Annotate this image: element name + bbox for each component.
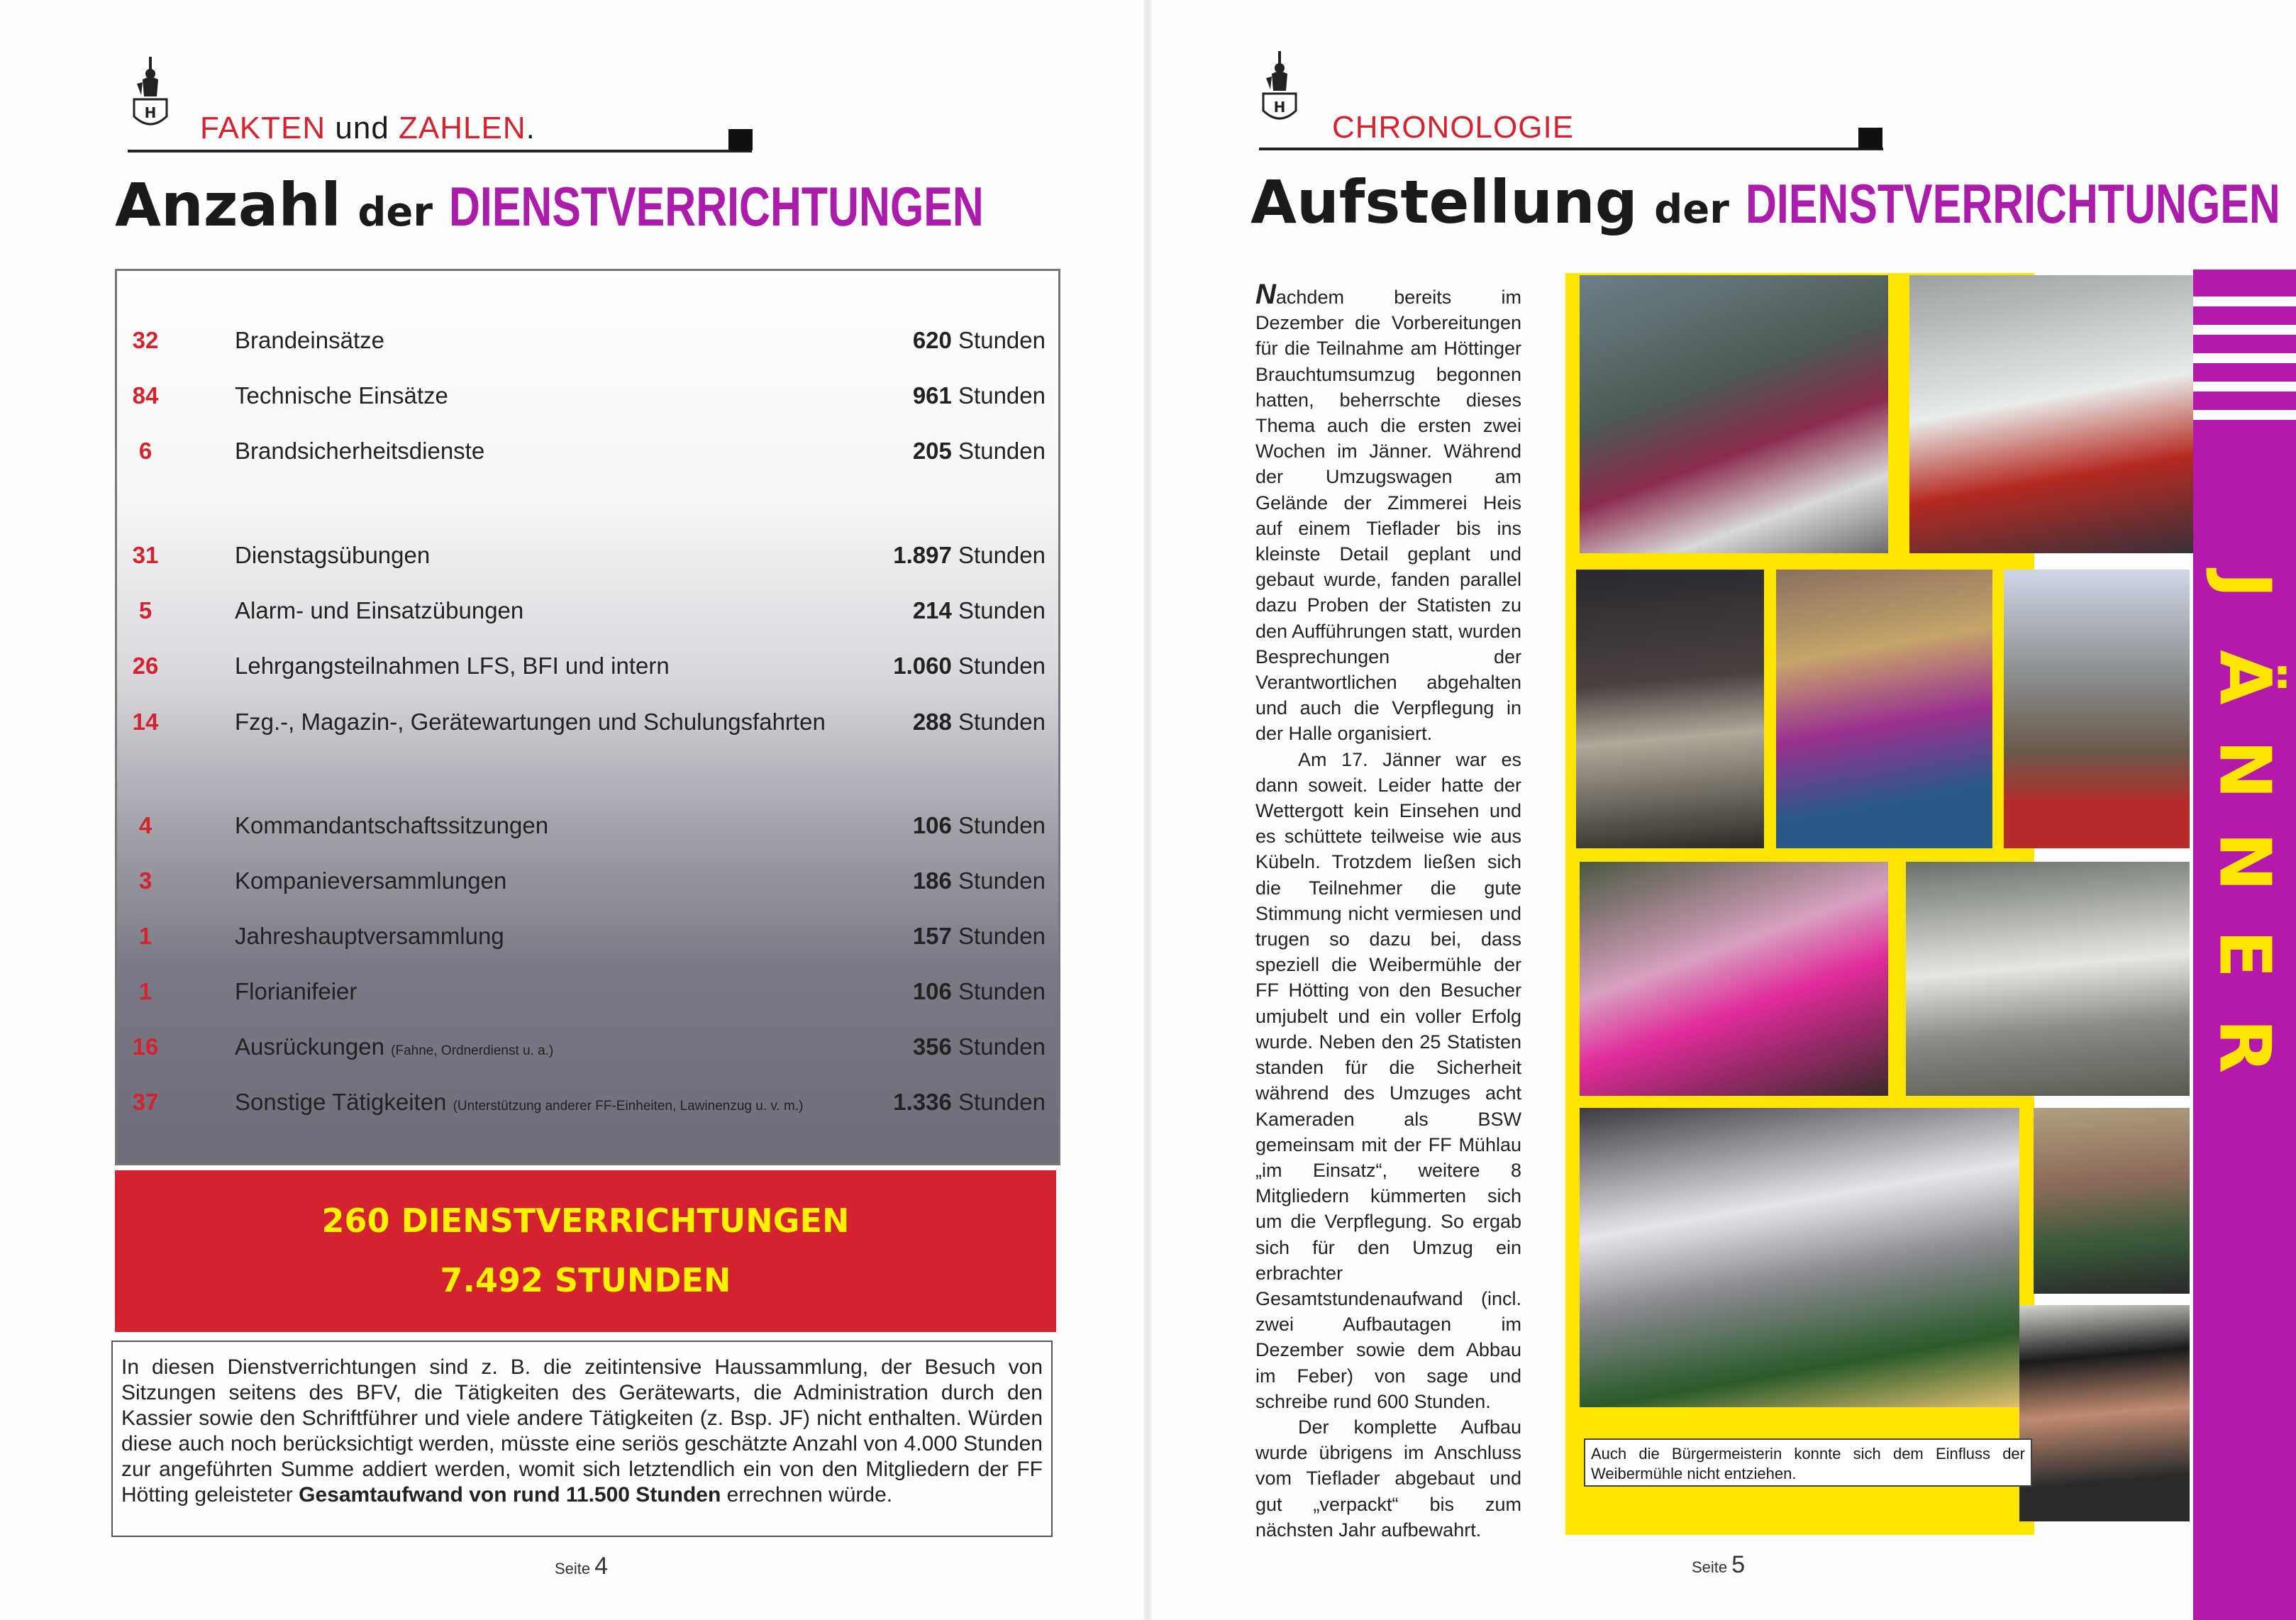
month-letter: E: [2203, 929, 2287, 979]
photo-hat-man: [2034, 1108, 2190, 1294]
row-count: 1: [138, 978, 152, 1004]
row-label-text: Brandsicherheitsdienste: [235, 438, 485, 464]
row-label-text: Sonstige Tätigkeiten: [235, 1089, 447, 1115]
month-letter: R: [2203, 1019, 2287, 1074]
photo-pink-boa: [1580, 862, 1888, 1096]
row-label-text: Technische Einsätze: [235, 382, 448, 409]
article-paragraph: Am 17. Jänner war es dann soweit. Leider hatte der Wettergott kein Einsehen und es schüttete teilweise wie aus Kübeln. Trotzdem ließen sich die Teilnehmer die gute Stimmung nicht vermiesen und trugen so dazu bei, dass speziell die Weibermühle der FF Hötting von den Besucher umjubelt und ein voller Erfolg wurde. Neben den 25 Statisten standen für die Sicherheit während des Umzuges acht Kameraden als BSW gemeinsam mit der FF Mühlau „im Einsatz“, weitere 8 Mitgliedern kümmerten sich um die Verpflegung. So ergab sich für den Umzug ein erbrachter Gesamtstundenaufwand (incl. zwei Aufbautagen im Dezember sowie dem Abbau im Feber) von sage und schreibe rund 600 Stunden.: [1255, 748, 1521, 1412]
row-hours: [893, 542, 1046, 569]
svg-text:H: H: [144, 104, 157, 121]
row-hours-value: 961: [912, 382, 952, 409]
row-label: [235, 1033, 553, 1060]
row-note: (Unterstützung anderer FF-Einheiten, Lawinenzug u. v. m.): [453, 1099, 804, 1114]
paragraph-text: achdem bereits im Dezember die Vorbereitungen für die Teilnahme am Höttinger Brauchtumsumzug begonnen hatten, beherrschte dieses Thema auch die ersten zwei Wochen im Jänner. Während der Umzugswagen am Gelände der Zimmerei Heis auf einem Tieflader bis ins kleinste Detail geplant und gebaut wurde, fanden parallel dazu Proben der Statisten zu den Aufführungen statt, wurden Besprechungen der Verantwortlichen abgehalten und auch die Verpflegung in der Halle organisiert.: [1255, 287, 1521, 745]
row-label: [235, 438, 484, 465]
row-hours: [913, 709, 1046, 736]
row-hours-value: 106: [912, 978, 952, 1004]
note-box: [111, 1341, 1053, 1537]
table-row: [117, 1033, 1058, 1079]
table-row: [117, 438, 1058, 483]
row-hours: [893, 653, 1046, 679]
row-count: 14: [132, 709, 159, 735]
row-label: [235, 867, 506, 894]
note-end: errechnen würde.: [726, 1483, 893, 1507]
row-hours-value: 1.897: [893, 542, 952, 568]
row-count: 31: [132, 542, 159, 568]
row-hours-value: 106: [912, 812, 952, 838]
month-bar-stripe: [2193, 382, 2296, 392]
table-row: [117, 1089, 1058, 1134]
table-row: [117, 812, 1058, 858]
row-label-text: Brandeinsätze: [235, 327, 384, 353]
drop-initial: N: [1255, 279, 1276, 310]
row-hours-value: 157: [912, 923, 952, 949]
row-hours-unit: Stunden: [958, 438, 1046, 464]
article-paragraph: [1255, 279, 1521, 747]
photo-caption: Auch die Bürgermeisterin konnte sich dem Einfluss der Weibermühle nicht entziehen.: [1584, 1438, 2032, 1487]
photo-baker: [1906, 862, 2190, 1096]
row-label: [235, 327, 384, 354]
row-hours-unit: Stunden: [958, 1089, 1046, 1115]
row-label: [235, 597, 523, 624]
row-hours-unit: Stunden: [958, 382, 1046, 409]
row-hours-value: 288: [912, 709, 952, 735]
month-bar-stripe: [2193, 296, 2296, 306]
table-row: [117, 597, 1058, 643]
row-label: [235, 923, 504, 950]
row-label: [235, 709, 826, 736]
heading-part: der: [1654, 187, 1729, 233]
row-label: [235, 382, 448, 409]
row-count: 3: [138, 867, 152, 894]
section-label: [1332, 110, 1574, 145]
row-hours-unit: Stunden: [958, 327, 1046, 353]
row-hours-value: 205: [912, 438, 952, 464]
total-services: 260 DIENSTVERRICHTUNGEN: [321, 1202, 850, 1240]
photo-table: [1909, 275, 2193, 553]
section-label-part: .: [526, 111, 536, 145]
photo-costumes: [1576, 570, 1764, 848]
table-row: [117, 923, 1058, 968]
row-count: 5: [138, 597, 152, 623]
photo-glasses-man: [2019, 1305, 2190, 1521]
photo-dancing: [1580, 275, 1888, 553]
row-hours-value: 1.336: [893, 1089, 952, 1115]
section-label-part: CHRONOLOGIE: [1332, 110, 1575, 145]
table-row: [117, 542, 1058, 587]
table-row: [117, 382, 1058, 428]
svg-text:H: H: [1273, 99, 1286, 116]
row-label: [235, 1089, 803, 1116]
row-hours-value: 620: [912, 327, 952, 353]
row-hours-unit: Stunden: [958, 923, 1046, 949]
crest-icon: [130, 55, 171, 133]
row-hours: [913, 923, 1046, 950]
row-hours-unit: Stunden: [958, 542, 1046, 568]
row-hours-value: 356: [912, 1033, 952, 1060]
month-label: [2193, 539, 2296, 1092]
row-hours: [913, 327, 1046, 354]
header-rule: [1259, 148, 1883, 150]
row-hours: [913, 597, 1046, 624]
row-count: 4: [138, 812, 152, 838]
row-hours: [913, 1033, 1046, 1060]
row-hours-value: 214: [912, 597, 952, 623]
month-letter: Ä: [2203, 650, 2287, 705]
photo-collage: [1565, 273, 2034, 1535]
row-label: [235, 812, 548, 839]
month-letter: N: [2203, 740, 2287, 799]
page-fold: [1143, 0, 1152, 1620]
row-label-text: Alarm- und Einsatzübungen: [235, 597, 524, 623]
row-hours-value: 186: [912, 867, 952, 894]
table-row: [117, 709, 1058, 754]
table-row: [117, 867, 1058, 913]
note-bold: Gesamtaufwand von rund 11.500 Stunden: [299, 1483, 721, 1507]
row-hours-unit: Stunden: [958, 653, 1046, 679]
row-hours: [913, 867, 1046, 894]
heading-part: Aufstellung: [1250, 167, 1638, 237]
heading-part: Anzahl: [115, 170, 341, 240]
header-rule-marker: [728, 129, 753, 150]
month-letter: N: [2203, 832, 2287, 892]
row-label: [235, 978, 357, 1005]
row-label-text: Lehrgangsteilnahmen LFS, BFI und intern: [235, 653, 670, 679]
heading-part: DIENSTVERRICHTUNGEN: [449, 175, 985, 238]
row-label-text: Jahreshauptversammlung: [235, 923, 504, 949]
row-hours-unit: Stunden: [958, 709, 1046, 735]
month-bar-stripe: [2193, 410, 2296, 420]
page-word: Seite: [1692, 1558, 1728, 1576]
page-num: 4: [594, 1553, 609, 1580]
header-rule-marker: [1858, 128, 1882, 149]
row-hours: [913, 438, 1046, 465]
row-hours-value: 1.060: [893, 653, 952, 679]
page-number: [1692, 1551, 1745, 1579]
section-label-part: und: [335, 111, 389, 145]
service-table: [115, 269, 1060, 1165]
row-label-text: Kompanieversammlungen: [235, 867, 507, 894]
row-count: 16: [132, 1033, 159, 1060]
row-hours: [893, 1089, 1046, 1116]
heading-part: der: [357, 189, 433, 235]
row-note: (Fahne, Ordnerdienst u. a.): [391, 1043, 554, 1058]
section-label-part: ZAHLEN: [399, 111, 526, 145]
table-row: [117, 978, 1058, 1023]
photo-man-vest: [2004, 570, 2190, 848]
row-label-text: Florianifeier: [235, 978, 357, 1004]
table-row: [117, 327, 1058, 372]
row-count: 26: [132, 653, 159, 679]
row-hours-unit: Stunden: [958, 978, 1046, 1004]
row-count: 37: [132, 1089, 159, 1115]
row-count: 1: [138, 923, 152, 949]
photo-mill: [1580, 1108, 2019, 1407]
month-bar-stripe: [2193, 325, 2296, 335]
note-text: In diesen Dienstverrichtungen sind z. B. die zeitintensive Haussammlung, der Besuch von Sitzungen seitens des BFV, die Tätigkeiten des Gerätewarts, die Administration durch den Kassier sowie den Schriftführer und viele andere Tätigkeiten (z. Bsp. JF) nicht enthalten. Würden diese auch noch berücksichtigt werden, müsste eine seriös geschätzte Anzahl von 4.000 Stunden zur angeführten Summe addiert werden, womit sich letztendlich ein von den Mitgliedern der FF Hötting geleisteter: [121, 1355, 1043, 1507]
header-rule: [128, 150, 752, 152]
section-label: [200, 111, 536, 146]
totals-box: [115, 1170, 1056, 1332]
row-hours: [913, 978, 1046, 1005]
row-hours-unit: Stunden: [958, 867, 1046, 894]
row-hours-unit: Stunden: [958, 1033, 1046, 1060]
page-heading: [1250, 167, 2296, 237]
row-count: 6: [138, 438, 152, 464]
row-hours: [913, 382, 1046, 409]
section-label-part: FAKTEN: [200, 111, 326, 145]
page-word: Seite: [555, 1560, 591, 1577]
article-paragraph: Der komplette Aufbau wurde übrigens im Anschluss vom Tieflader abgebaut und gut „verpackt“ bis zum nächsten Jahr aufbewahrt.: [1255, 1416, 1521, 1541]
photo-blonde-wig: [1776, 570, 1992, 848]
row-label-text: Kommandantschaftssitzungen: [235, 812, 549, 838]
row-label: [235, 542, 430, 569]
row-hours-unit: Stunden: [958, 812, 1046, 838]
row-label-text: Dienstagsübungen: [235, 542, 431, 568]
row-hours-unit: Stunden: [958, 597, 1046, 623]
page-number: [555, 1553, 608, 1580]
row-label-text: Ausrückungen: [235, 1033, 384, 1060]
row-hours: [913, 812, 1046, 839]
article-body: [1255, 279, 1521, 1543]
page-num: 5: [1731, 1551, 1746, 1578]
row-count: 84: [132, 382, 159, 409]
crest-icon: [1259, 50, 1300, 128]
heading-part: DIENSTVERRICHTUNGEN: [1746, 172, 2280, 235]
total-hours: 7.492 STUNDEN: [440, 1261, 731, 1299]
month-letter: J: [2203, 572, 2287, 599]
row-label: [235, 653, 670, 679]
page-heading: [115, 170, 1135, 240]
row-count: 32: [132, 327, 159, 353]
row-label-text: Fzg.-, Magazin-, Gerätewartungen und Schulungsfahrten: [235, 709, 826, 735]
month-bar-stripe: [2193, 353, 2296, 363]
table-row: [117, 653, 1058, 698]
